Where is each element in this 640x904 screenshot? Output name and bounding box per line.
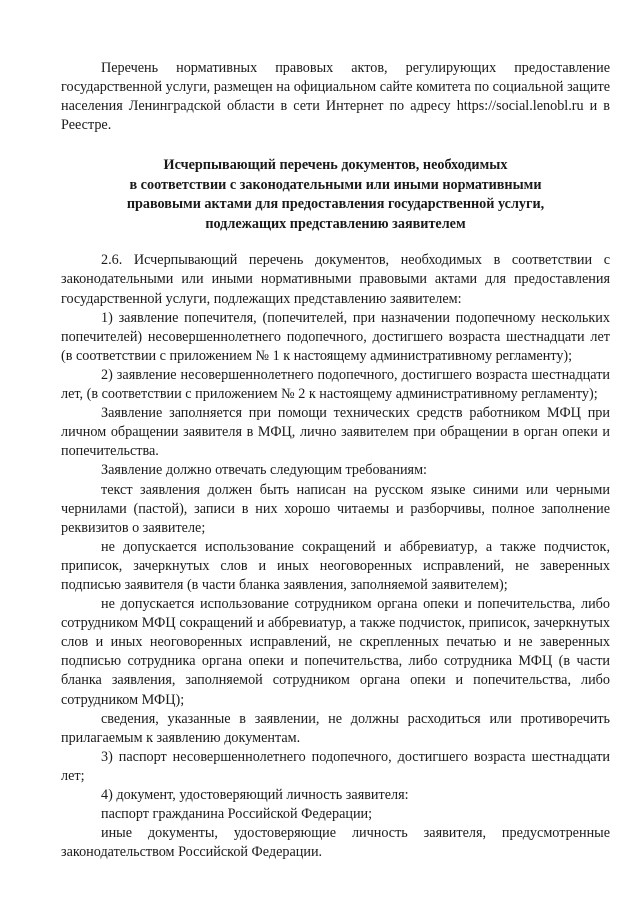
heading-line-4: подлежащих представлению заявителем (205, 215, 466, 232)
document-content (61, 59, 610, 862)
list-item-2: 2) заявление несовершеннолетнего подопечного, достигшего возраста шестнадцати лет, (в соответствии с приложением № 2 к настоящему административному регламенту); (61, 366, 610, 403)
heading-line-3: правовыми актами для предоставления государственной услуги, (126, 196, 545, 213)
heading-line-2: в соответствии с законодательными или иными нормативными (129, 176, 542, 193)
paragraph-2-6: 2.6. Исчерпывающий перечень документов, необходимых в соответствии с законодательными или иными нормативными правовыми актами для предоставления государственной услуги, подлежащих представлению заявителем: (61, 252, 610, 307)
requirement-no-abbreviations-staff: не допускается использование сотрудником органа опеки и попечительства, либо сотрудником МФЦ сокращений и аббревиатур, а также подчисток, приписок, зачеркнутых слов и иных неоговоренных исправлений, не скрепленных печатью и не заверенных подписью сотрудника органа опеки и попечительства, либо сотрудника МФЦ (в части бланка заявления, заполняемой сотрудником органа опеки и попечительства, либо сотрудником МФЦ); (61, 596, 610, 708)
list-item-4: 4) документ, удостоверяющий личность заявителя: (101, 787, 409, 803)
list-item-3: 3) паспорт несовершеннолетнего подопечного, достигшего возраста шестнадцати лет; (61, 748, 610, 784)
id-passport: паспорт гражданина Российской Федерации; (101, 806, 373, 823)
paragraph-filling: Заявление заполняется при помощи технических средств работником МФЦ при личном обращении заявителя в МФЦ, лично заявителем при обращении в орган опеки и попечительства. (61, 405, 610, 460)
list-item-1: 1) заявление попечителя, (попечителей, при назначении подопечному нескольких попечителей) несовершеннолетнего подопечного, достигшего возраста шестнадцати лет (в соответствии с приложением № 1 к настоящему административному регламенту); (61, 309, 610, 364)
paragraph-requirements: Заявление должно отвечать следующим требованиям: (101, 462, 427, 479)
requirement-no-abbreviations-applicant: не допускается использование сокращений и аббревиатур, а также подчисток, приписок, зачеркнутых слов и иных неоговоренных исправлений, не заверенных подписью заявителя (в части бланка заявления, заполняемой заявителем); (61, 538, 610, 593)
section-heading (61, 156, 610, 234)
intro-paragraph: Перечень нормативных правовых актов, регулирующих предоставление государственной услуги, размещен на официальном сайте комитета по социальной защите населения Ленинградской области в сети Интернет по адресу https://social.lenobl.ru и в Реестре. (61, 60, 610, 134)
requirement-text: текст заявления должен быть написан на русском языке синими или черными чернилами (пастой), записи в них хорошо читаемы и разборчивы, полное заполнение реквизитов о заявителе; (61, 481, 610, 536)
id-other-documents: иные документы, удостоверяющие личность заявителя, предусмотренные законодательством Российской Федерации. (61, 825, 610, 861)
heading-line-1: Исчерпывающий перечень документов, необходимых (163, 157, 508, 174)
requirement-consistency: сведения, указанные в заявлении, не должны расходиться или противоречить прилагаемым к заявлению документам. (61, 710, 610, 746)
